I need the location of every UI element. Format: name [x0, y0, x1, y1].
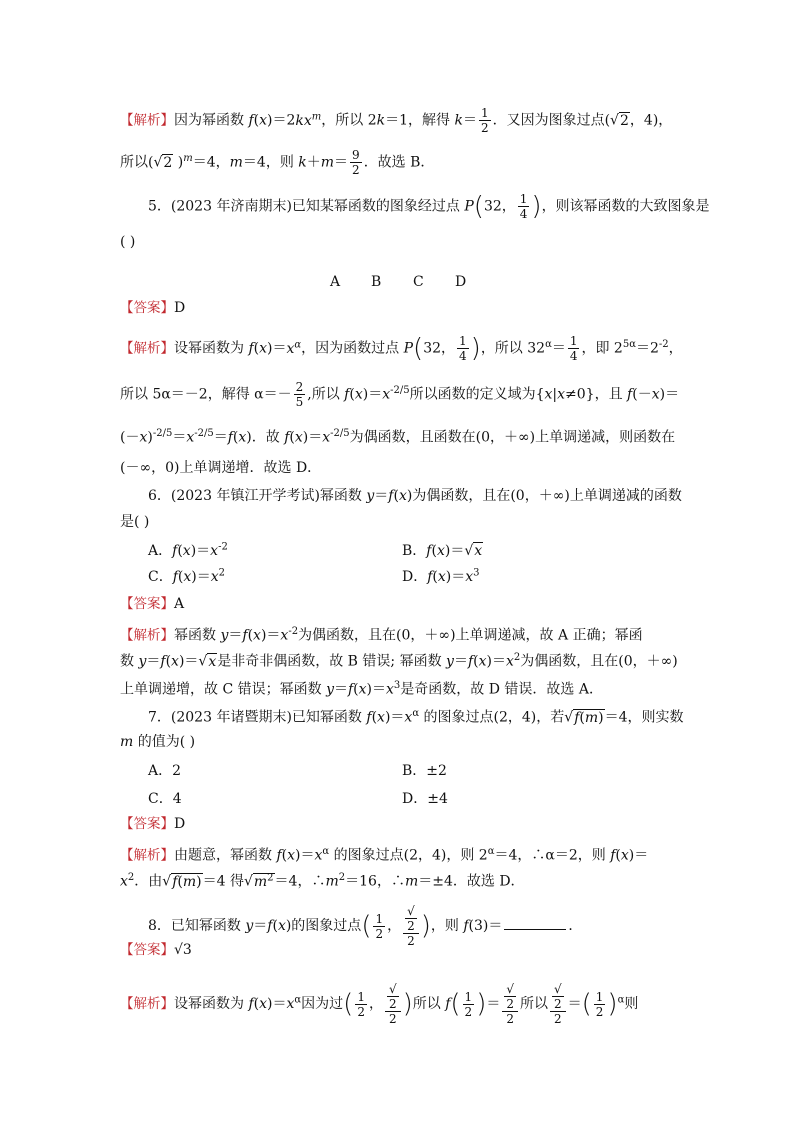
q5-answer-line: [120, 298, 185, 318]
q6-stem-line-1: 6．(2023 年镇江开学考试)幂函数 y＝f(x)为偶函数，且在(0，＋∞)上单调递减的函数: [148, 488, 682, 504]
q7-option-c: C．4: [148, 791, 182, 807]
q5-analysis-line-3: $(-x)^{-2/5}=x^{-2/5}=f(x)$．故 $f(x)=x^{-2/5}$为偶函数，且函数在(0，＋∞)上单调递减，则函数在: [120, 428, 676, 446]
q8-analysis-line-1: 【解析】设幂函数为 $f(x)=x^\alpha$因为过( $\frac{1}{2}$ ， √ 2 2 )所以 f( $\frac{1}{2}$ )＝ √ 2 2 所以 √ 2 2 ＝( $\frac{1}{2}$ )$^\alpha$则: [120, 982, 639, 1026]
q7-answer: D: [174, 816, 186, 832]
q6-option-b: B．f(x)＝√x: [402, 543, 483, 559]
q6-analysis-line-1: 【解析】幂函数 $y=f(x)=x^{-2}$为偶函数，且在(0，＋∞)上单调递减，故 A 正确；幂函: [120, 626, 643, 644]
q5-analysis-line-2: 所以 5α＝－2，解得 α＝－ $\frac{2}{5}$ ,所以 $f(x)=x^{-2/5}$所以函数的定义域为{x|x≠0}，且 f(－x)＝: [120, 380, 680, 409]
q6-stem-line-2: 是( ): [120, 514, 150, 530]
q5-option-b: B: [371, 274, 382, 290]
analysis-tag: 【解析】: [120, 112, 174, 129]
q7-stem-line-1: 7．(2023 年诸暨期末)已知幂函数 $f(x)=x^\alpha$ 的图象过点(2，4)，若√f(m)＝4，则实数: [148, 708, 684, 726]
q6-option-d: D．$f(x)=x^3$: [402, 567, 480, 585]
q7-analysis-line-1: 【解析】由题意，幂函数 $f(x)=x^\alpha$ 的图象过点(2，4)，则 $2^\alpha=4$，∴α＝2，则 f(x)＝: [120, 846, 649, 864]
q4-analysis-line-2: 所以(√2 )$^m$＝4，m＝4，则 k＋m＝ $\frac{9}{2}$ ．故选 B．: [120, 148, 435, 177]
q5-paren: ( ): [120, 234, 136, 250]
q7-stem-line-2: m 的值为( ): [120, 734, 196, 750]
q5-option-a: A: [330, 274, 341, 290]
q5-analysis-line-1: 【解析】设幂函数为 $f(x)=x^\alpha$，因为函数过点 P(32， $\frac{1}{4}$ )，所以 $32^\alpha=$ $\frac{1}{4}$ ，即 $2^{5\alpha}=2^{-2}$，: [120, 333, 683, 364]
q8-answer: √3: [174, 942, 192, 958]
q4-analysis-line-1: 【解析】因为幂函数 $f(x)=2kx^m$，所以 2k＝1，解得 k＝ $\frac{1}{2}$ ．又因为图象过点(√2，4)，: [120, 106, 673, 135]
q7-answer-line: 【答案】D: [120, 816, 186, 832]
q8-answer-line: 【答案】√3: [120, 942, 192, 958]
answer-tag: 【答案】: [120, 300, 174, 316]
q7-option-a: A．2: [148, 763, 182, 779]
q7-option-d: D．±4: [402, 791, 448, 807]
q6-option-a: A．$f(x)=x^{-2}$: [148, 541, 228, 559]
q5-analysis-line-4: (－∞，0)上单调递增．故选 D．: [120, 460, 322, 476]
q7-analysis-line-2: $x^2$．由√f(m)＝4 得$√m^2=4$，$\therefore m^2=16$，∴m＝±4．故选 D．: [120, 872, 525, 890]
q6-analysis-line-3: 上单调递增，故 C 错误；幂函数 $y=f(x)=x^3$是奇函数，故 D 错误．故选 A．: [120, 680, 603, 698]
q6-analysis-line-2: 数 y＝f(x)＝√x是非奇非偶函数，故 B 错误; 幂函数 $y=f(x)=x^2$为偶函数，且在(0，＋∞): [120, 652, 678, 670]
q5-option-c: C: [413, 274, 424, 290]
q5-stem: 5．(2023 年济南期末)已知某幂函数的图象经过点 P(32， $\frac{1}{4}$ )，则该幂函数的大致图象是: [148, 191, 710, 222]
q7-option-b: B．±2: [402, 763, 447, 779]
q8-stem: 8．已知幂函数 y＝f(x)的图象过点( $\frac{1}{2}$ ， √ 2 2 )，则 f(3)＝ ．: [148, 904, 583, 948]
q5-answer: D: [174, 300, 186, 316]
q6-answer-line: 【答案】A: [120, 596, 185, 612]
q5-option-d: D: [455, 274, 467, 290]
q6-option-c: C．$f(x)=x^2$: [148, 567, 226, 585]
q6-answer: A: [174, 596, 185, 612]
